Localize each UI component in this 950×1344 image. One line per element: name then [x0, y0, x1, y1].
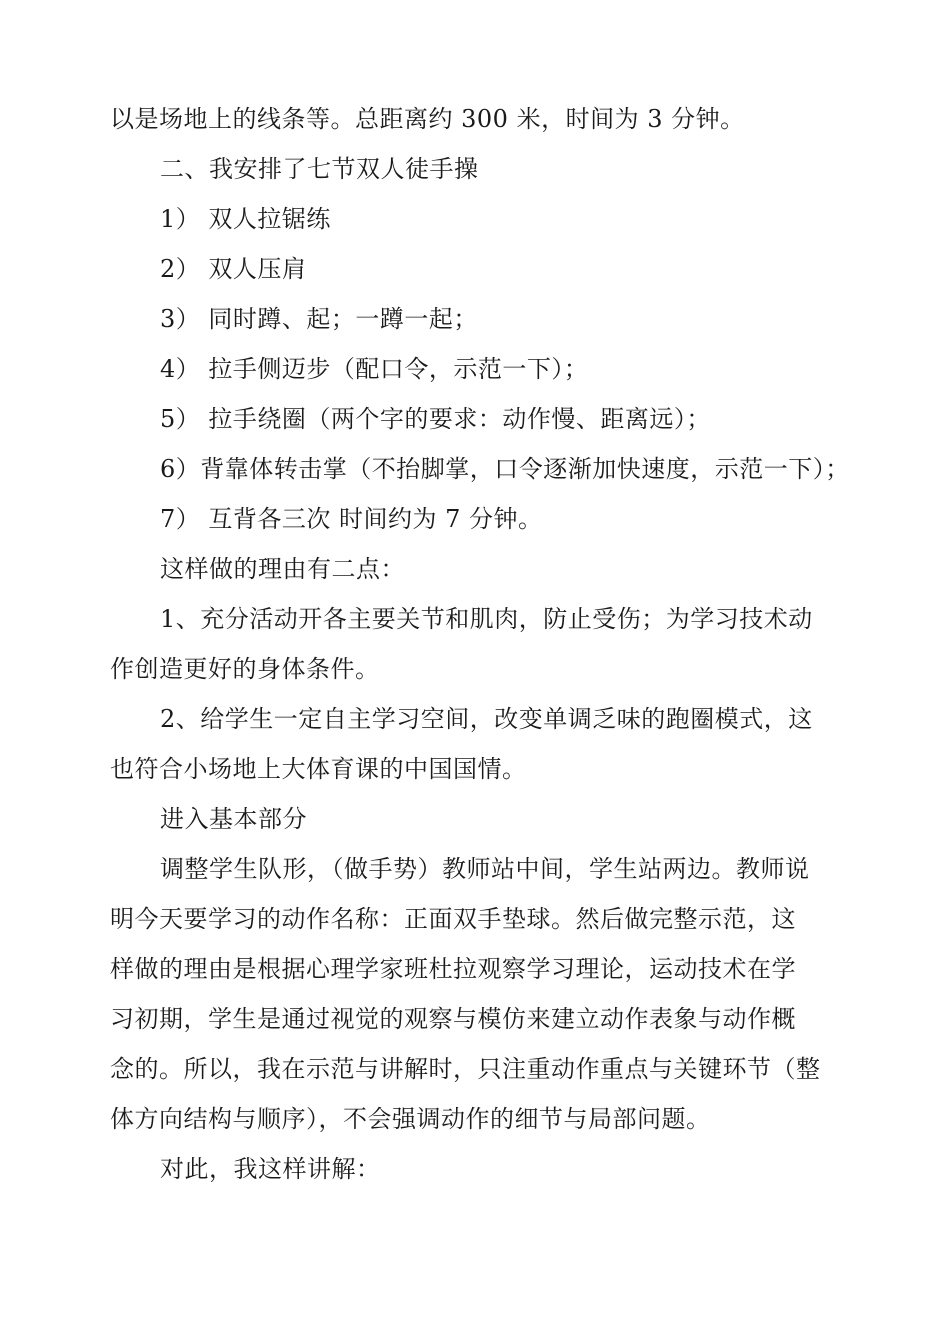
- list-item: 1） 双人拉锯练: [160, 205, 331, 233]
- paragraph-line: 2、给学生一定自主学习空间，改变单调乏味的跑圈模式，这: [160, 705, 813, 733]
- list-item: 6）背靠体转击掌（不抬脚掌，口令逐渐加快速度，示范一下）；: [160, 455, 850, 483]
- section-heading: 二、我安排了七节双人徒手操: [160, 155, 479, 183]
- paragraph-line: 1、充分活动开各主要关节和肌肉，防止受伤；为学习技术动: [160, 605, 813, 633]
- paragraph-line: 念的。所以，我在示范与讲解时，只注重动作重点与关键环节（整: [110, 1055, 821, 1083]
- list-item: 5） 拉手绕圈（两个字的要求：动作慢、距离远）；: [160, 405, 711, 433]
- paragraph-line: 明今天要学习的动作名称：正面双手垫球。然后做完整示范，这: [110, 905, 796, 933]
- paragraph-line: 样做的理由是根据心理学家班杜拉观察学习理论，运动技术在学: [110, 955, 796, 983]
- paragraph-line: 作创造更好的身体条件。: [110, 655, 380, 683]
- paragraph-line: 体方向结构与顺序），不会强调动作的细节与局部问题。: [110, 1105, 711, 1133]
- paragraph-line: 也符合小场地上大体育课的中国国情。: [110, 755, 527, 783]
- paragraph-line: 以是场地上的线条等。总距离约 300 米，时间为 3 分钟。: [110, 105, 745, 133]
- list-item: 3） 同时蹲、起；一蹲一起；: [160, 305, 478, 333]
- list-item: 7） 互背各三次 时间约为 7 分钟。: [160, 505, 543, 533]
- section-heading: 进入基本部分: [160, 805, 307, 833]
- paragraph-line: 对此，我这样讲解：: [160, 1155, 381, 1183]
- list-item: 4） 拉手侧迈步（配口令，示范一下）；: [160, 355, 589, 383]
- paragraph-line: 这样做的理由有二点：: [160, 555, 405, 583]
- list-item: 2） 双人压肩: [160, 255, 307, 283]
- paragraph-line: 调整学生队形，（做手势）教师站中间，学生站两边。教师说: [160, 855, 810, 883]
- paragraph-line: 习初期，学生是通过视觉的观察与模仿来建立动作表象与动作概: [110, 1005, 796, 1033]
